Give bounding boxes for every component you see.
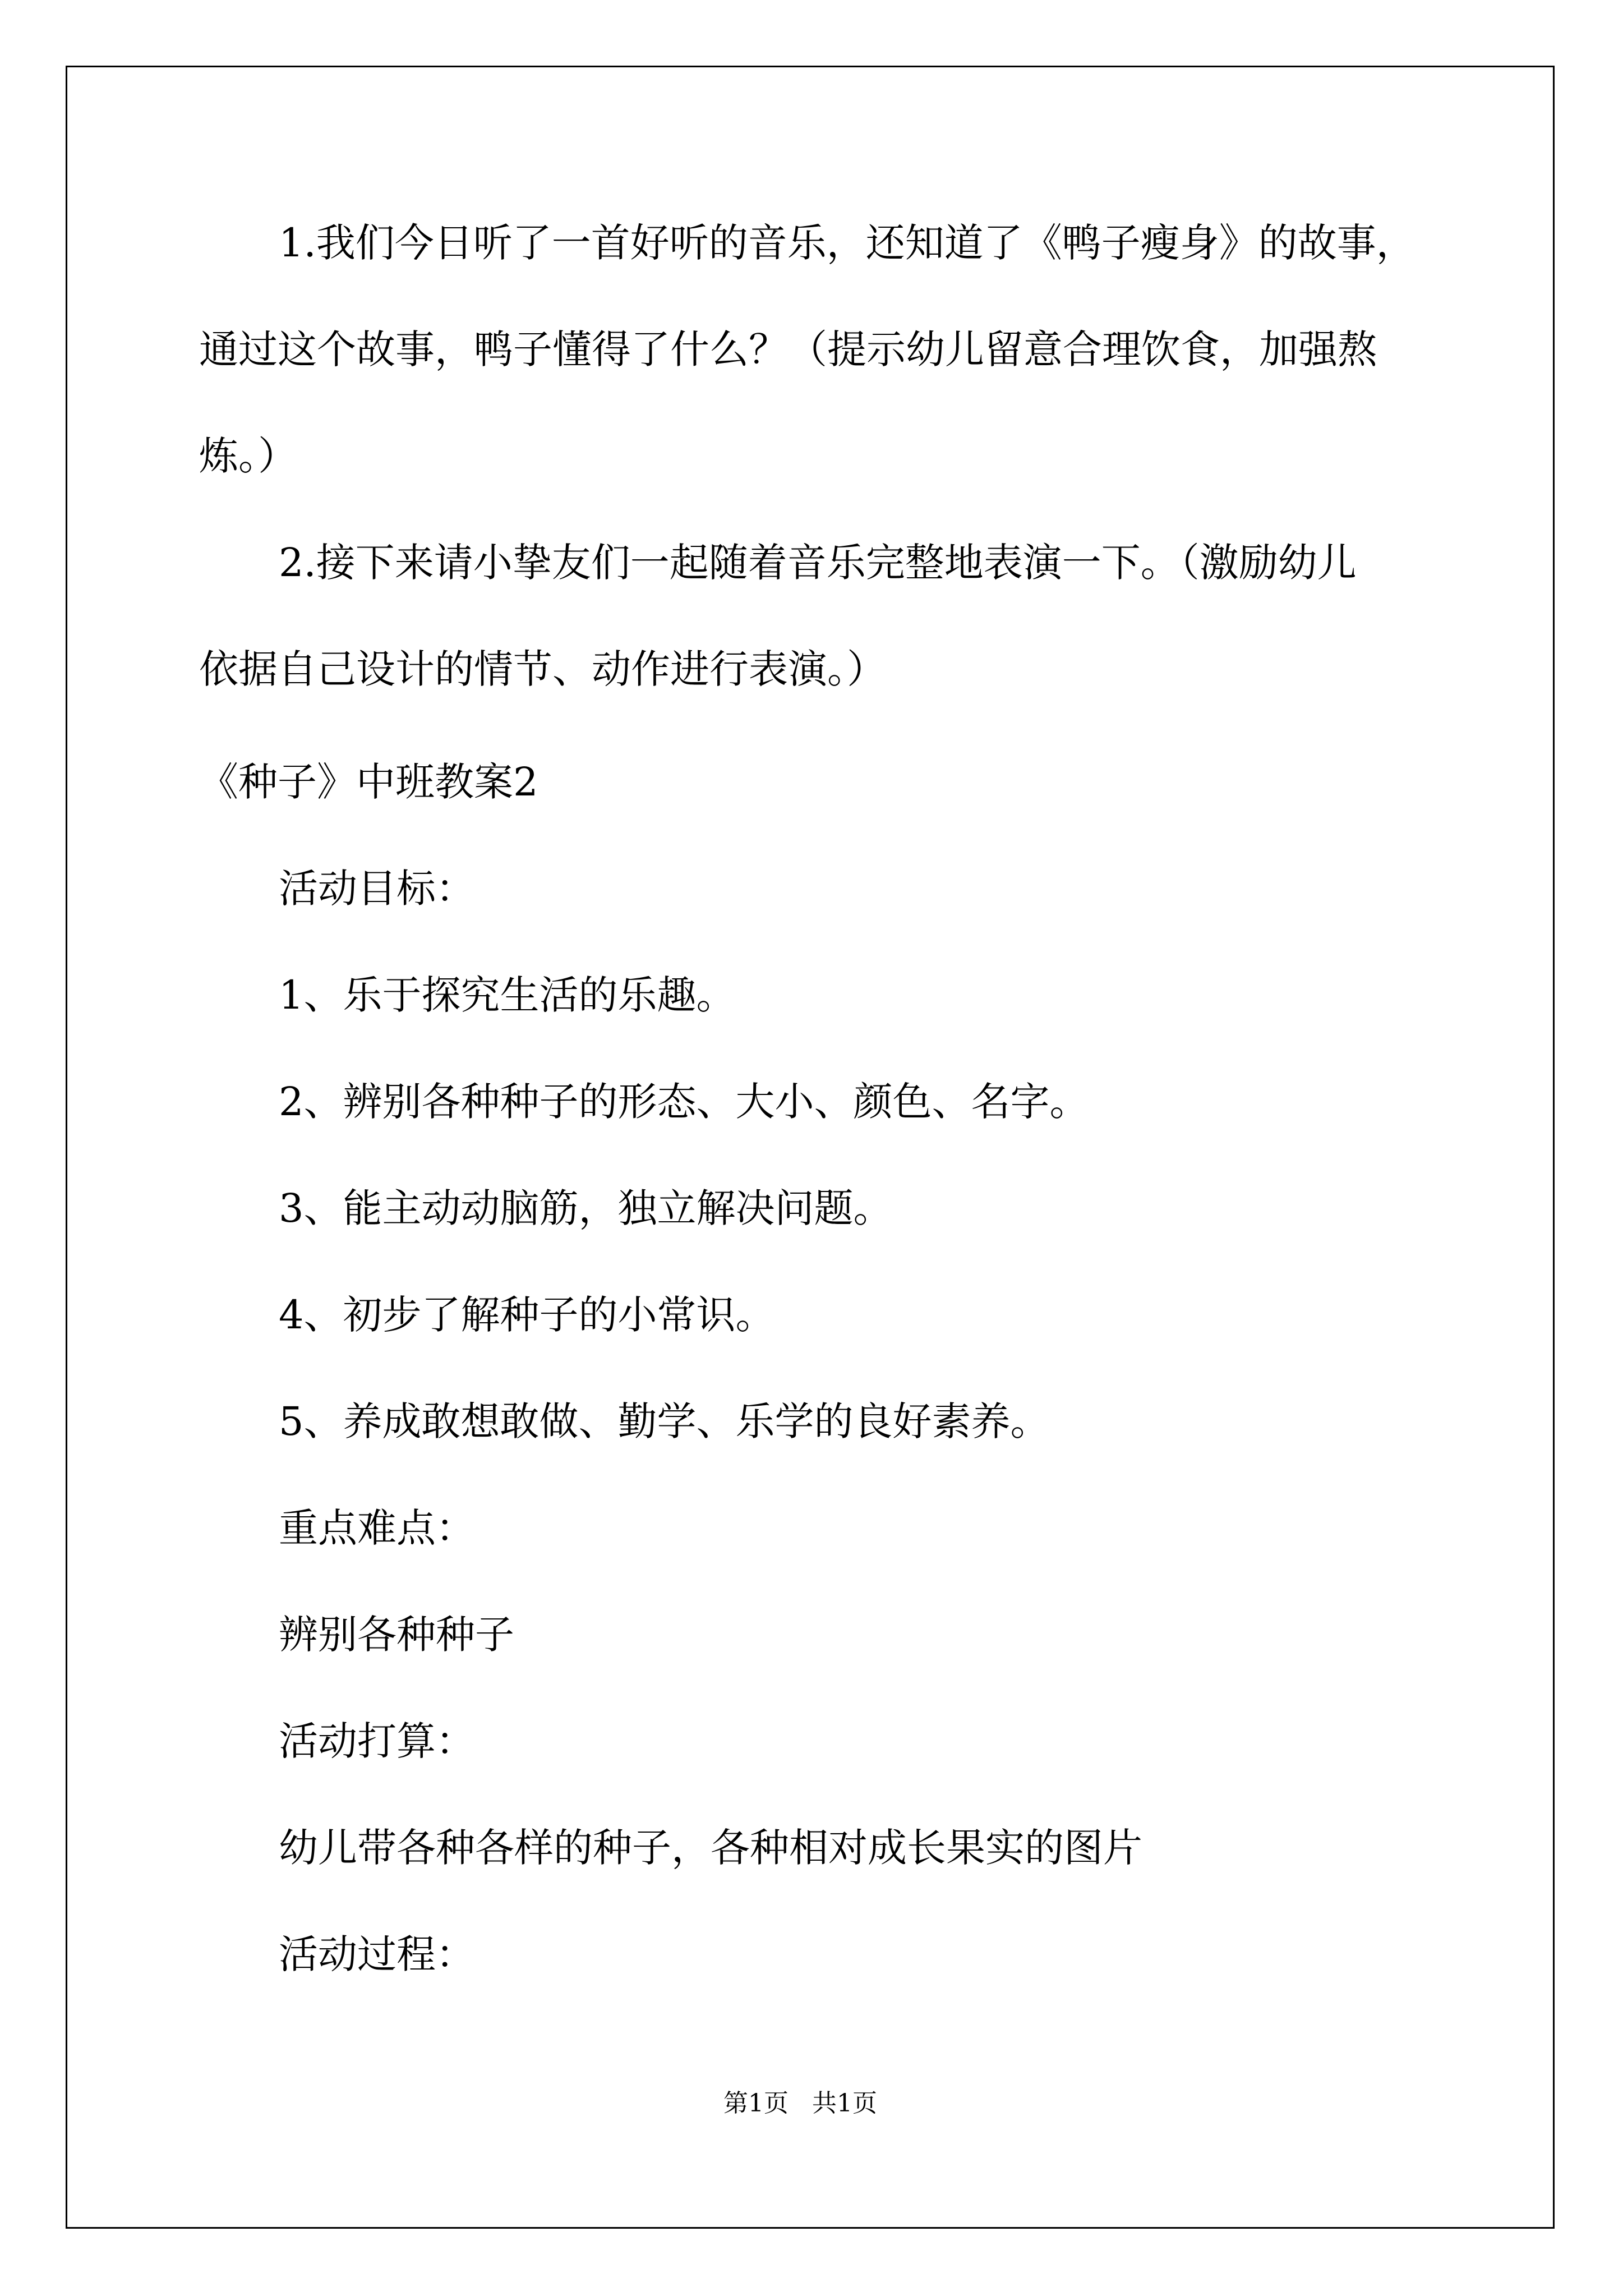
- paragraph-2-line-2: 依据自己设计的情节、动作进行表演。）: [199, 646, 886, 692]
- paragraph-2-line-1: 2.接下来请小挚友们一起随着音乐完整地表演一下。（激励幼儿: [279, 540, 1357, 586]
- objective-item-5: 5、养成敢想敢做、勤学、乐学的良好素养。: [279, 1398, 1050, 1444]
- paragraph-1-line-2: 通过这个故事，鸭子懂得了什么？（提示幼儿留意合理饮食，加强熬: [199, 326, 1377, 372]
- objective-item-1: 1、乐于探究生活的乐趣。: [279, 972, 736, 1018]
- key-points-text: 辨别各种种子: [279, 1612, 514, 1658]
- page-border: [66, 66, 1555, 2229]
- paragraph-1-line-3: 炼。）: [199, 433, 297, 479]
- paragraph-1-line-1: 1.我们今日听了一首好听的音乐，还知道了《鸭子瘦身》的故事，: [279, 220, 1415, 266]
- objective-item-3: 3、能主动动脑筋，独立解决问题。: [279, 1185, 893, 1231]
- objective-item-4: 4、初步了解种子的小常识。: [279, 1292, 775, 1338]
- process-heading: 活动过程：: [279, 1931, 475, 1977]
- objective-item-2: 2、辨别各种种子的形态、大小、颜色、名字。: [279, 1079, 1089, 1125]
- page-footer: 第1页 共1页: [723, 2089, 877, 2118]
- preparation-heading: 活动打算：: [279, 1718, 475, 1764]
- objectives-heading: 活动目标：: [279, 866, 475, 912]
- key-points-heading: 重点难点：: [279, 1505, 475, 1551]
- section-title: 《种子》中班教案2: [199, 759, 538, 805]
- preparation-text: 幼儿带各种各样的种子，各种相对成长果实的图片: [279, 1825, 1142, 1871]
